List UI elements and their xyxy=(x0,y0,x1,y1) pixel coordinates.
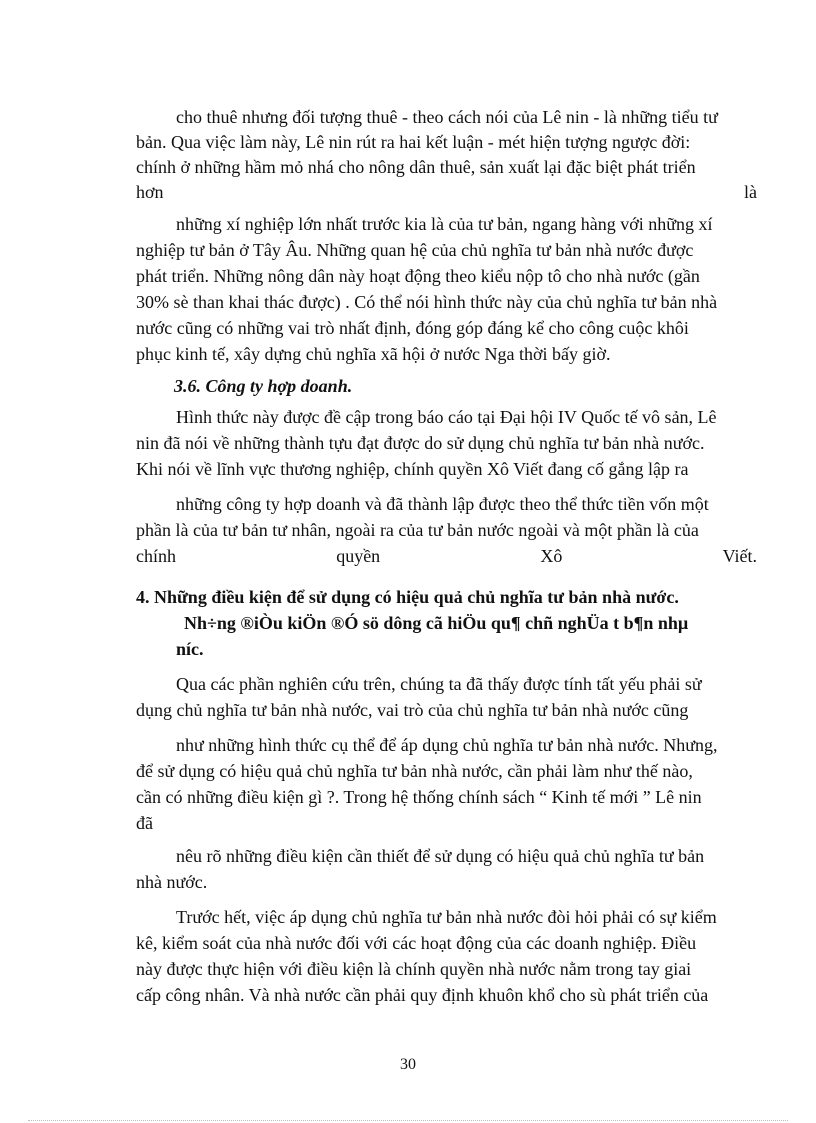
text-line: phần là của tư bản tư nhân, ngoài ra của tư bản nước ngoài và một phần là của xyxy=(136,520,699,540)
text-line: cho thuê nhưng đối tượng thuê - theo cách nói của Lê nin - là những tiểu tư xyxy=(176,107,718,127)
text-line: cần có những điều kiện gì ?. Trong hệ thống chính sách “ Kinh tế mới ” Lê nin xyxy=(136,787,702,807)
text-line: Hình thức này được đề cập trong báo cáo tại Đại hội IV Quốc tế vô sản, Lê xyxy=(176,407,717,427)
page-number: 30 xyxy=(400,1056,416,1073)
page-bottom-divider xyxy=(28,1120,788,1121)
text-line: những xí nghiệp lớn nhất trước kia là của tư bản, ngang hàng với những xí xyxy=(176,214,713,234)
text-line: Trước hết, việc áp dụng chủ nghĩa tư bản nhà nước đòi hỏi phải có sự kiểm xyxy=(176,907,717,927)
text-line: nêu rõ những điều kiện cần thiết để sử dụng có hiệu quả chủ nghĩa tư bản xyxy=(176,846,705,866)
text-line: những công ty hợp doanh và đã thành lập được theo thể thức tiền vốn một xyxy=(176,494,709,514)
text-line: phát triển. Những nông dân này hoạt động theo kiểu nộp tô cho nhà nước (gần xyxy=(136,266,700,286)
text-line: bản. Qua việc làm này, Lê nin rút ra hai kết luận - mét hiện tượng ngược đời: xyxy=(136,132,691,152)
text-line: phục kinh tế, xây dựng chủ nghĩa xã hội ở nước Nga thời bấy giờ. xyxy=(136,344,611,364)
text-line: này được thực hiện với điều kiện là chính quyền nhà nước nằm trong tay giai xyxy=(136,959,692,979)
text-line: nin đã nói về những thành tựu đạt được do sử dụng chủ nghĩa tư bản nhà nước. xyxy=(136,433,705,453)
text-line: hơn là xyxy=(136,182,757,202)
text-line: 30% sè than khai thác được) . Có thể nói hình thức này của chủ nghĩa tư bản nhà xyxy=(136,292,718,312)
text-line: như những hình thức cụ thể để áp dụng chủ nghĩa tư bản nhà nước. Nhưng, xyxy=(176,735,718,755)
text-line: đã xyxy=(136,813,153,833)
text-line: cấp công nhân. Và nhà nước cần phải quy định khuôn khổ cho sù phát triển của xyxy=(136,985,709,1005)
text-line: để sử dụng có hiệu quả chủ nghĩa tư bản nhà nước, cần phải làm như thế nào, xyxy=(136,761,693,781)
text-line: Khi nói về lĩnh vực thương nghiệp, chính quyền Xô Viết đang cố gắng lập ra xyxy=(136,459,689,479)
text-line: dụng chủ nghĩa tư bản nhà nước, vai trò của chủ nghĩa tư bản nhà nước cũng xyxy=(136,700,689,720)
section-heading-3-6: 3.6. Công ty hợp doanh. xyxy=(174,376,353,396)
section-heading-4-garbled: Nh÷ng ®iÒu kiÖn ®Ó sö dông cã hiÖu qu¶ chñ nghÜa t b¶n nhµ xyxy=(184,613,689,633)
text-line: Qua các phần nghiên cứu trên, chúng ta đã thấy được tính tất yếu phải sử xyxy=(176,674,702,694)
section-heading-4: 4. Những điều kiện để sử dụng có hiệu quả chủ nghĩa tư bản nhà nước. xyxy=(136,587,679,607)
text-line: chính ở những hầm mỏ nhá cho nông dân thuê, sản xuất lại đặc biệt phát triển xyxy=(136,157,696,177)
section-heading-4-garbled-end: níc. xyxy=(176,639,204,659)
text-line: kê, kiểm soát của nhà nước đối với các hoạt động của các doanh nghiệp. Điều xyxy=(136,933,697,953)
text-line: nhà nước. xyxy=(136,872,208,892)
text-line: nước cũng có những vai trò nhất định, đóng góp đáng kể cho công cuộc khôi xyxy=(136,318,689,338)
text-line: chính quyền Xô Viết. xyxy=(136,546,757,566)
text-line: nghiệp tư bản ở Tây Âu. Những quan hệ của chủ nghĩa tư bản nhà nước được xyxy=(136,240,694,260)
